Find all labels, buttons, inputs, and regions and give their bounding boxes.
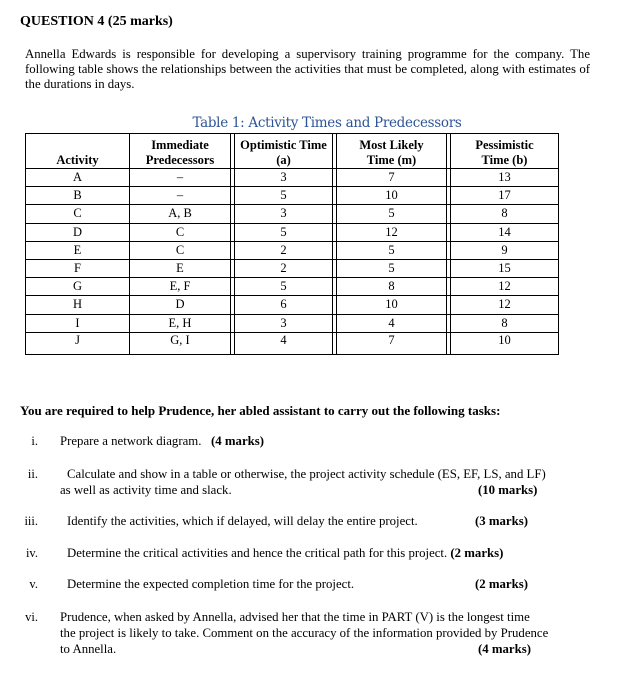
cell-b: 17 — [451, 187, 559, 205]
task-text: Determine the critical activities and hence the critical path for this project. (2 marks) — [67, 546, 504, 560]
task-marks: (2 marks) — [475, 577, 528, 591]
header-most-likely: Most Likely Time (m) — [337, 134, 447, 169]
cell-m: 10 — [337, 296, 447, 314]
task-number: i. — [31, 434, 38, 448]
cell-m: 7 — [337, 332, 447, 354]
header-pessimistic: Pessimistic Time (b) — [451, 134, 559, 169]
task-text: Determine the expected completion time for the project. — [67, 577, 355, 591]
cell-a: 5 — [235, 223, 333, 241]
cell-m: 12 — [337, 223, 447, 241]
cell-a: 5 — [235, 278, 333, 296]
cell-a: 3 — [235, 169, 333, 187]
table-row — [26, 278, 559, 296]
cell-a: 3 — [235, 205, 333, 223]
task-number: ii. — [27, 467, 38, 481]
table-row — [26, 259, 559, 277]
table-row — [26, 296, 559, 314]
table-row — [26, 332, 559, 354]
header-activity: Activity — [26, 134, 130, 169]
cell-m: 5 — [337, 259, 447, 277]
cell-activity: B — [26, 187, 130, 205]
table-header-row — [26, 134, 559, 169]
cell-m: 5 — [337, 205, 447, 223]
cell-m: 5 — [337, 241, 447, 259]
cell-m: 4 — [337, 314, 447, 332]
table-row — [26, 205, 559, 223]
cell-m: 8 — [337, 278, 447, 296]
cell-pred: G, I — [130, 332, 231, 354]
task-marks: (2 marks) — [450, 546, 504, 560]
task-text-line2: the project is likely to take. Comment on the accuracy of the information provided by Prudence — [60, 626, 549, 640]
question-title: QUESTION 4 (25 marks) — [20, 14, 173, 29]
activity-table — [25, 133, 559, 355]
task-text: Prepare a network diagram. (4 marks) — [60, 434, 264, 448]
cell-a: 6 — [235, 296, 333, 314]
cell-activity: J — [26, 332, 130, 354]
cell-b: 10 — [451, 332, 559, 354]
table-row — [26, 223, 559, 241]
task-text-line1: Calculate and show in a table or otherwise, the project activity schedule (ES, EF, LS, and LF) — [67, 467, 546, 481]
cell-b: 13 — [451, 169, 559, 187]
table-caption — [0, 115, 638, 131]
table-row — [26, 187, 559, 205]
cell-activity: H — [26, 296, 130, 314]
task-text-line2: as well as activity time and slack. — [60, 483, 232, 497]
cell-b: 8 — [451, 314, 559, 332]
cell-b: 14 — [451, 223, 559, 241]
cell-pred: – — [130, 187, 231, 205]
table-row — [26, 169, 559, 187]
header-optimistic: Optimistic Time (a) — [235, 134, 333, 169]
cell-activity: I — [26, 314, 130, 332]
table-caption-text: Table 1: Activity Times and Predecessors — [192, 115, 462, 131]
cell-activity: G — [26, 278, 130, 296]
cell-pred: E, H — [130, 314, 231, 332]
cell-a: 2 — [235, 241, 333, 259]
cell-m: 7 — [337, 169, 447, 187]
cell-pred: E — [130, 259, 231, 277]
cell-activity: D — [26, 223, 130, 241]
task-number: iii. — [24, 514, 38, 528]
cell-activity: C — [26, 205, 130, 223]
task-marks: (4 marks) — [211, 434, 264, 448]
cell-pred: D — [130, 296, 231, 314]
table-row — [26, 241, 559, 259]
cell-pred: A, B — [130, 205, 231, 223]
task-marks: (4 marks) — [478, 642, 531, 656]
task-number: v. — [29, 577, 38, 591]
header-predecessors: Immediate Predecessors — [130, 134, 231, 169]
cell-pred: C — [130, 223, 231, 241]
tasks-heading: You are required to help Prudence, her abled assistant to carry out the following tasks: — [20, 403, 501, 418]
task-text-line3: to Annella. — [60, 642, 117, 656]
cell-b: 12 — [451, 296, 559, 314]
cell-m: 10 — [337, 187, 447, 205]
cell-a: 3 — [235, 314, 333, 332]
cell-activity: A — [26, 169, 130, 187]
cell-pred: E, F — [130, 278, 231, 296]
task-number: iv. — [25, 546, 38, 560]
cell-pred: C — [130, 241, 231, 259]
cell-b: 8 — [451, 205, 559, 223]
task-number: vi. — [25, 610, 38, 624]
table-row — [26, 314, 559, 332]
task-text: Identify the activities, which if delayed, will delay the entire project. — [67, 514, 418, 528]
cell-activity: E — [26, 241, 130, 259]
cell-b: 15 — [451, 259, 559, 277]
question-intro: Annella Edwards is responsible for developing a supervisory training programme for the company. The following table shows the relationships between the activities that must be completed, along with estimates of the durations in days. — [25, 47, 590, 91]
cell-b: 12 — [451, 278, 559, 296]
cell-a: 2 — [235, 259, 333, 277]
task-marks: (3 marks) — [475, 514, 528, 528]
task-marks: (10 marks) — [478, 483, 538, 497]
cell-b: 9 — [451, 241, 559, 259]
cell-activity: F — [26, 259, 130, 277]
task-text-line1: Prudence, when asked by Annella, advised her that the time in PART (V) is the longest time — [60, 610, 530, 624]
cell-a: 4 — [235, 332, 333, 354]
cell-a: 5 — [235, 187, 333, 205]
cell-pred: – — [130, 169, 231, 187]
